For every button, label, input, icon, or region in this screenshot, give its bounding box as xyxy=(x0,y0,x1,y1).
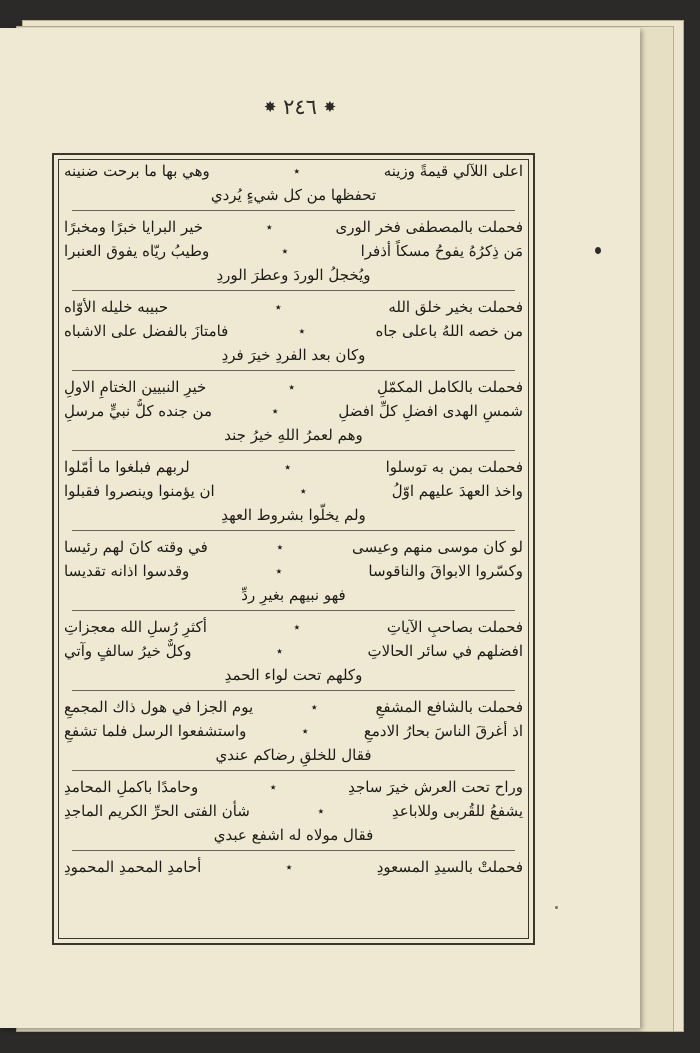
verse-line xyxy=(64,719,523,743)
verse-first-half: اعلى اللآلي قيمةً وزينه xyxy=(383,162,523,180)
verse-line xyxy=(64,639,523,663)
stanza-divider xyxy=(72,530,515,531)
verse-separator-icon: ٭ xyxy=(269,780,277,794)
verse-first-half: فحملت بالكامل المكمّلِ xyxy=(376,378,523,396)
verse-line xyxy=(64,535,523,559)
verse-line xyxy=(64,479,523,503)
verse-separator-icon: ٭ xyxy=(293,164,301,178)
stanza-divider xyxy=(72,290,515,291)
verse-second-half: وقدسوا اذانه تقديسا xyxy=(64,562,190,580)
page-number: ٢٤٦ xyxy=(283,95,317,119)
verse-line xyxy=(64,239,523,263)
verse-second-half: وطيبُ ريّاه يفوق العنبرا xyxy=(64,242,210,260)
verse-second-half: لربهم فبلغوا ما أمّلوا xyxy=(64,458,190,476)
text-frame xyxy=(52,153,535,945)
verse-second-half: ان يؤمنوا وينصروا فقبلوا xyxy=(64,482,215,500)
stanza-closing-line: تحفظها من كل شيءٍ يُردي xyxy=(210,186,377,204)
verse-first-half: مَن ذِكرُهُ يفوحُ مسكاً أذفرا xyxy=(360,242,523,260)
verse-second-half: فامتازَ بالفضل على الاشباه xyxy=(64,322,229,340)
verse-separator-icon: ٭ xyxy=(299,484,307,498)
verse-line xyxy=(64,399,523,423)
verse-first-half: فحملتْ بالسيدِ المسعودِ xyxy=(376,858,523,876)
verse-first-half: فحملت بالمصطفى فخر الورى xyxy=(335,218,523,236)
verse-separator-icon: ٭ xyxy=(284,460,291,474)
poem-body xyxy=(64,159,523,939)
verse-second-half: أكثرِ رُسلِ الله معجزاتِ xyxy=(64,618,207,636)
stanza-closing-line: وهم لعمرُ اللهِ خيرُ جند xyxy=(224,426,363,444)
verse-first-half: شمسِ الهدى افضلِ كلِّ افضلِ xyxy=(338,402,523,420)
stanza-divider xyxy=(72,210,515,211)
verse-second-half: أحامدِ المحمدِ المحمودِ xyxy=(64,858,202,876)
verse-second-half: خير البرايا خبرًا ومخبرًا xyxy=(64,218,204,236)
verse-first-half: وكسّروا الابواقَ والناقوسا xyxy=(368,562,523,580)
stanza-closing-line: ويُخجلُ الوردَ وعطرَ الوردِ xyxy=(216,266,371,284)
verse-line xyxy=(64,159,523,183)
verse-line xyxy=(64,295,523,319)
verse-second-half: واستشفعوا الرسل فلما تشفعِ xyxy=(64,722,247,740)
verse-second-half: من جنده كلُّ نبيٍّ مرسلِ xyxy=(64,402,213,420)
verse-second-half: خيرِ النبيين الختامِ الاولِ xyxy=(64,378,207,396)
verse-second-half: وكلٌّ خيرُ سالفٍ وآتي xyxy=(64,642,192,660)
stanza-closing-line: وكلهم تحت لواء الحمدِ xyxy=(224,666,363,684)
stanza-closing-line: فقال مولاه له اشفع عبدي xyxy=(213,826,374,844)
verse-first-half: فحملت بصاحبِ الآياتِ xyxy=(386,618,523,636)
stanza-divider xyxy=(72,370,515,371)
stanza-divider xyxy=(72,610,515,611)
verse-first-half: فحملت بخير خلق الله xyxy=(388,298,523,316)
verse-separator-icon: ٭ xyxy=(274,300,282,314)
stanza-closing-line: فقال للخلقِ رضاكم عندي xyxy=(215,746,372,764)
verse-line xyxy=(64,559,523,583)
verse-second-half: في وقته كانَ لهم رئيسا xyxy=(64,538,208,556)
paper-speck xyxy=(555,906,558,909)
verse-line xyxy=(64,855,523,879)
stanza-closing-line: ولم يخلّوا بشروط العهدِ xyxy=(221,506,366,524)
verse-separator-icon: ٭ xyxy=(285,860,293,874)
verse-line xyxy=(64,799,523,823)
verse-line xyxy=(64,615,523,639)
ornament-icon: ✸ xyxy=(263,98,277,116)
verse-separator-icon: ٭ xyxy=(265,220,273,234)
verse-separator-icon: ٭ xyxy=(281,244,289,258)
verse-separator-icon: ٭ xyxy=(288,380,295,394)
ornament-icon: ✸ xyxy=(323,98,337,116)
verse-line xyxy=(64,215,523,239)
verse-separator-icon: ٭ xyxy=(317,804,325,818)
verse-first-half: يشفعُ للقُربى وللاباعدِ xyxy=(391,802,523,820)
page-number-header xyxy=(250,95,350,119)
verse-second-half: وحامدًا باكملِ المحامدِ xyxy=(64,778,199,796)
verse-first-half: من خصه اللهُ باعلى جاه xyxy=(375,322,523,340)
verse-second-half: يوم الجزا في هول ذاك المجمعِ xyxy=(64,698,254,716)
verse-separator-icon: ٭ xyxy=(298,324,306,338)
verse-line xyxy=(64,695,523,719)
verse-second-half: شأن الفتى الحرِّ الكريم الماجدِ xyxy=(64,802,250,820)
stanza-closing-line: وكان بعد الفردِ خيرَ فردِ xyxy=(221,346,366,364)
verse-second-half: حبيبه خليله الأوّاه xyxy=(64,298,169,316)
verse-first-half: فحملت بمن به توسلوا xyxy=(385,458,523,476)
stanza-divider xyxy=(72,850,515,851)
verse-first-half: فحملت بالشافع المشفعِ xyxy=(375,698,523,716)
stanza-divider xyxy=(72,770,515,771)
verse-line xyxy=(64,375,523,399)
ink-spot xyxy=(595,247,601,254)
stanza-closing-line: فهو نبيهم بغيرِ ردِّ xyxy=(241,586,346,604)
verse-separator-icon: ٭ xyxy=(276,540,284,554)
verse-first-half: لو كان موسى منهم وعيسى xyxy=(351,538,523,556)
verse-line xyxy=(64,775,523,799)
verse-first-half: افضلهم في سائر الحالاتِ xyxy=(367,642,523,660)
verse-separator-icon: ٭ xyxy=(301,724,309,738)
verse-separator-icon: ٭ xyxy=(311,700,318,714)
verse-first-half: وراح تحت العرش خيرَ ساجدِ xyxy=(348,778,523,796)
verse-first-half: اذ أغرقَ الناسَ بحارُ الادمعِ xyxy=(363,722,523,740)
stanza-divider xyxy=(72,690,515,691)
verse-separator-icon: ٭ xyxy=(293,620,301,634)
verse-line xyxy=(64,319,523,343)
verse-first-half: واخذ العهدَ عليهم اوّلُ xyxy=(391,482,523,500)
verse-second-half: وهي بها ما برحت ضنينه xyxy=(64,162,210,180)
verse-separator-icon: ٭ xyxy=(271,404,279,418)
stanza-divider xyxy=(72,450,515,451)
verse-separator-icon: ٭ xyxy=(276,644,283,658)
verse-separator-icon: ٭ xyxy=(275,564,283,578)
book-page xyxy=(0,28,640,1028)
verse-line xyxy=(64,455,523,479)
